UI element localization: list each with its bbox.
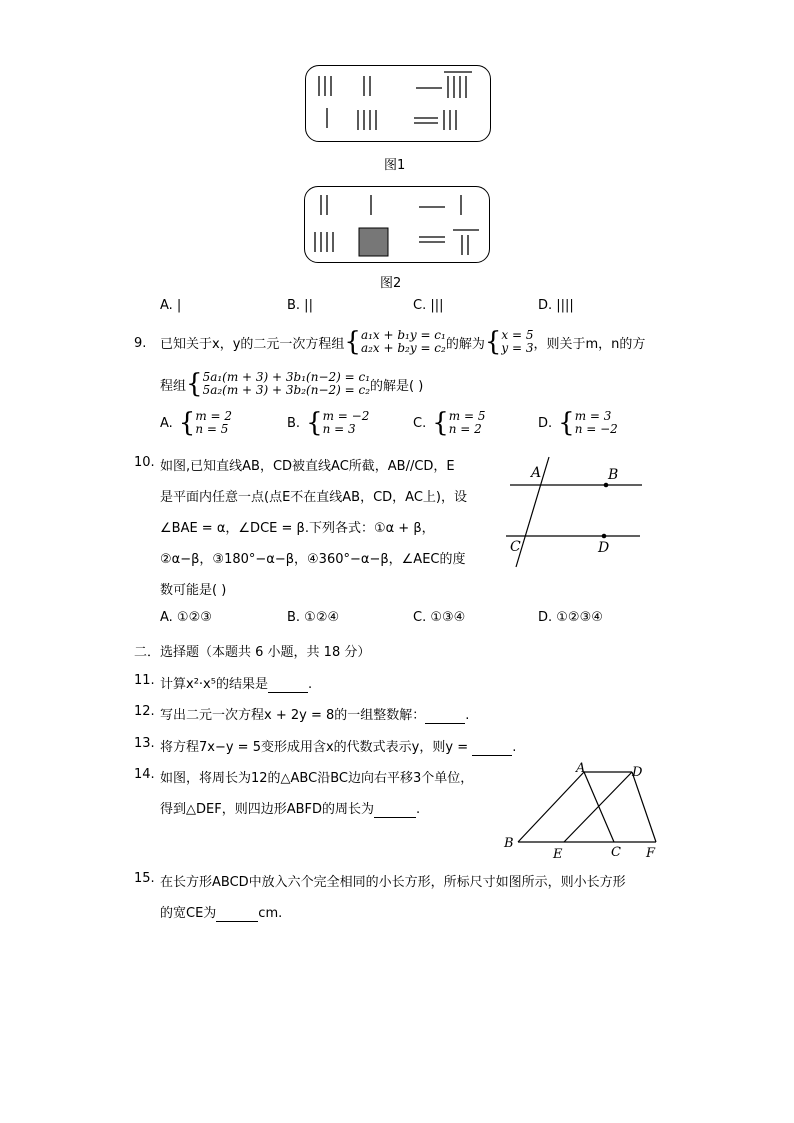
q12-prompt: 写出二元一次方程x + 2y = 8的一组整数解： [160,708,426,723]
q9-text-2a: 程组 [160,378,187,394]
q10-label-c: C [510,539,521,555]
q9-choice-b-system [323,410,370,436]
q9-system-2 [203,371,370,397]
q10-line-3: ∠BAE = α，∠DCE = β.下列各式：①α + β， [160,521,435,536]
q12-answer-blank[interactable] [425,708,465,724]
q9-eq-a2: a₂x + b₂y = c₂ [360,341,446,355]
q10-line-5: 数可能是( ) [160,583,227,598]
q14-figure [498,760,668,864]
q15-prompt: 的宽CE为 [160,906,217,921]
q10-choice-d[interactable]: D. ①②③④ [538,610,603,625]
q15-line-2 [160,902,282,922]
q9-choice-d-brace: { [558,408,575,438]
q14-answer-blank[interactable] [374,802,416,818]
q11-prompt: 计算x²·x⁵的结果是 [160,677,268,692]
figure-2-rods [305,187,489,262]
q14-label-b: B [504,836,514,851]
q12-period: . [465,708,470,723]
q8-choice-b[interactable]: B. || [287,298,313,313]
q9-system-solution [501,329,533,355]
q15-line-1: 在长方形ABCD中放入六个完全相同的小长方形，所标尺寸如图所示，则小长方形 [160,875,626,890]
q11-period: . [307,677,313,692]
q14-period: . [416,802,421,817]
q13-answer-blank[interactable] [472,740,512,756]
q12-text [160,704,469,724]
q10-choice-b[interactable]: B. ①②④ [287,610,340,625]
q9-choice-c-system [449,410,486,436]
q9-sol-1: x = 5 [501,328,534,342]
q8-choice-d[interactable]: D. |||| [538,298,574,313]
figure-1-rods [306,66,490,141]
q14-number: 14. [134,767,155,782]
q9-eq-a1: a₁x + b₁y = c₁ [360,328,446,342]
q9-line-1 [160,324,645,360]
q14-label-c: C [611,845,621,860]
q9-choice-c-n: n = 2 [448,422,482,436]
q8-choice-c[interactable]: C. ||| [413,298,444,313]
q9-eq-b1: 5a₁(m + 3) + 3b₁(n−2) = c₁ [202,370,371,384]
q9-choice-c[interactable] [413,410,485,436]
q10-line-1: 如图,已知直线AB，CD被直线AC所截，AB//CD，E [160,459,455,474]
q10-line-2: 是平面内任意一点(点E不在直线AB，CD，AC上)，设 [160,490,467,505]
q13-period: . [512,740,517,755]
q15-number: 15. [134,871,155,886]
q14-label-a: A [576,761,586,776]
q9-choice-a-n: n = 5 [195,422,229,436]
q9-brace-2: { [484,327,502,357]
q9-line-2 [160,366,423,402]
q8-choice-a[interactable]: A. | [160,298,182,313]
q10-line-4: ②α−β，③180°−α−β，④360°−α−β，∠AEC的度 [160,552,466,567]
q9-choice-b-label: B. [287,415,301,431]
q14-label-e: E [553,847,563,862]
q9-choice-c-m: m = 5 [448,409,486,423]
q9-choice-a[interactable] [160,410,232,436]
q9-choice-b-n: n = 3 [322,422,356,436]
q9-choice-a-brace: { [178,408,196,438]
q9-choice-d-label: D. [538,415,553,431]
q9-choice-b-m: m = −2 [322,409,370,423]
section-2-heading: 二．选择题（本题共 6 小题，共 18 分） [134,645,371,660]
q14-label-f: F [646,846,656,861]
q13-text [160,736,516,756]
q9-choice-b-brace: { [306,408,323,438]
q9-choice-d-n: n = −2 [574,422,618,436]
q9-system-1 [361,329,446,355]
q12-number: 12. [134,704,155,719]
q9-choice-a-m: m = 2 [195,409,233,423]
q11-number: 11. [134,673,155,688]
q15-answer-blank[interactable] [216,906,258,922]
q11-text [160,673,312,693]
figure-2-caption: 图2 [380,276,402,291]
q9-text-1c: ，则关于m，n的方 [533,336,646,352]
q9-text-1b: 的解为 [445,336,485,352]
q13-prompt: 将方程7x−y = 5变形成用含x的代数式表示y，则y = [160,740,473,755]
q9-choice-c-brace: { [432,408,449,438]
figure-2 [304,186,490,263]
q14-line-2 [160,798,420,818]
q9-text-2b: 的解是( ) [370,378,424,394]
q14-side-df [632,772,656,842]
q14-label-d: D [632,765,643,780]
q9-brace-3: { [186,369,203,399]
q10-choice-a[interactable]: A. ①②③ [160,610,212,625]
q14-line-1: 如图，将周长为12的△ABC沿BC边向右平移3个单位， [160,771,474,786]
q9-text-1a: 已知关于x，y的二元一次方程组 [160,336,345,352]
q9-choice-b[interactable] [287,410,369,436]
figure-1-caption: 图1 [384,158,406,173]
q10-point-d [602,534,607,539]
q9-sol-2: y = 3 [501,341,534,355]
q13-number: 13. [134,736,155,751]
q9-number: 9. [134,336,147,351]
q14-prompt: 得到△DEF，则四边形ABFD的周长为 [160,802,374,817]
q11-answer-blank[interactable] [268,677,308,693]
q9-choice-d[interactable] [538,410,618,436]
q10-label-d: D [598,540,610,556]
q10-point-b [604,483,609,488]
q9-eq-b2: 5a₂(m + 3) + 3b₂(n−2) = c₂ [202,383,371,397]
figure-1 [305,65,491,142]
q10-figure [500,455,650,575]
q10-label-a: A [531,465,542,481]
q10-number: 10. [134,455,155,470]
q14-side-ac [584,772,614,842]
q9-choice-c-label: C. [413,415,427,431]
q15-unit: cm. [258,906,283,921]
q10-label-b: B [608,467,619,483]
q9-choice-d-m: m = 3 [574,409,612,423]
q9-choice-a-system [195,410,232,436]
q10-choice-c[interactable]: C. ①③④ [413,610,466,625]
q9-brace-1: { [344,327,361,357]
q9-choice-a-label: A. [160,415,173,431]
q9-choice-d-system [575,410,618,436]
